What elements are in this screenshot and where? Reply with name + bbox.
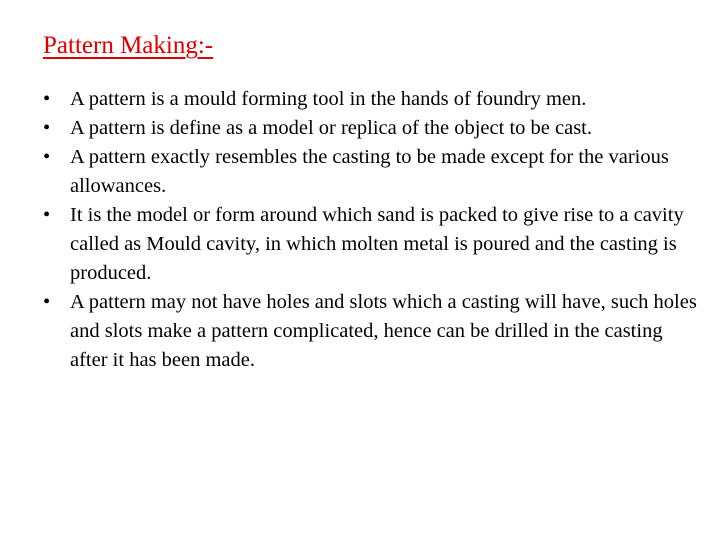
bullet-text: A pattern is a mould forming tool in the hands of foundry men. xyxy=(70,88,587,110)
bullet-item xyxy=(43,201,703,288)
bullet-dot-icon: • xyxy=(43,117,51,139)
bullet-text: A pattern is define as a model or replica of the object to be cast. xyxy=(70,117,592,139)
bullet-dot-icon: • xyxy=(43,146,51,168)
bullet-text: It is the model or form around which sand is packed to give rise to a cavity called as Mould cavity, in which molten metal is poured and the casting is produced. xyxy=(70,204,684,284)
bullet-item xyxy=(43,85,703,114)
bullet-dot-icon: • xyxy=(43,88,51,110)
slide-title: Pattern Making:- xyxy=(43,32,214,59)
bullet-dot-icon: • xyxy=(43,291,51,313)
bullet-item xyxy=(43,114,703,143)
bullet-item xyxy=(43,143,703,201)
bullet-dot-icon: • xyxy=(43,204,51,226)
bullet-text: A pattern may not have holes and slots which a casting will have, such holes and slots make a pattern complicated, hence can be drilled in the casting after it has been made. xyxy=(70,291,697,371)
bullet-text: A pattern exactly resembles the casting to be made except for the various allowances. xyxy=(70,146,669,197)
bullet-list xyxy=(43,85,703,375)
bullet-item xyxy=(43,288,703,375)
